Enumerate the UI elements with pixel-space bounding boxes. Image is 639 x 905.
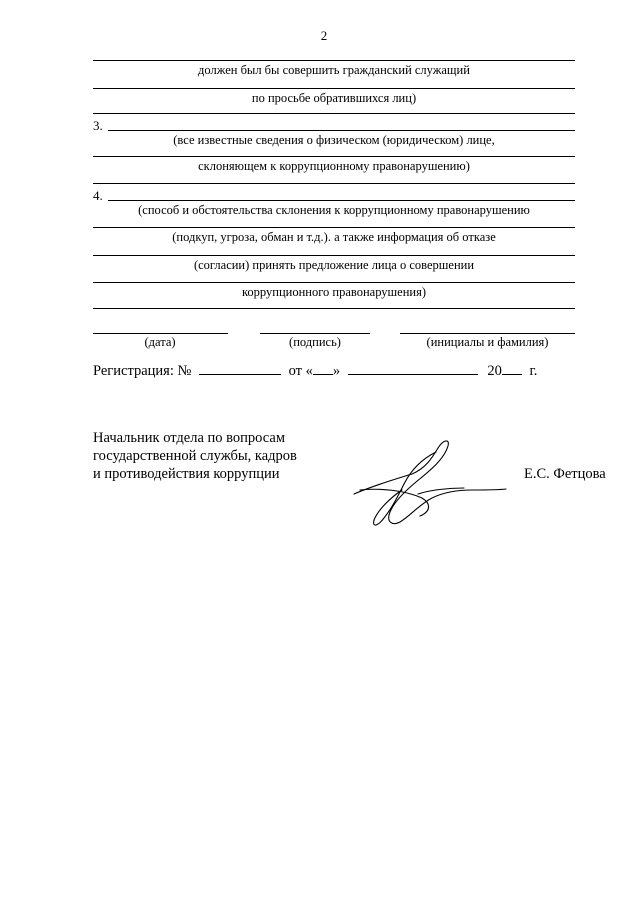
form-line [93,183,575,184]
handwritten-signature [340,432,520,537]
item-number-3: 3. [93,118,103,133]
initials-line [400,333,575,334]
registration-quote-close: » [332,363,341,379]
form-line [93,282,575,283]
registration-year-suffix: г. [529,363,538,379]
registration-month-blank [348,362,478,375]
caption-line-6: (подкуп, угроза, обман и т.д.). а также информация об отказе [172,230,496,244]
date-line [93,333,228,334]
initials-caption: (инициалы и фамилия) [426,335,549,349]
caption-line-1: должен был бы совершить гражданский служащий [198,63,470,77]
form-line [93,308,575,309]
caption-line-4: склоняющем к коррупционному правонарушению) [198,159,470,173]
form-line [93,227,575,228]
registration-year-blank [502,362,522,375]
signer-position-line-2: государственной службы, кадров [93,448,297,464]
caption-line-8: коррупционного правонарушения) [241,285,426,299]
date-caption: (дата) [144,335,176,349]
registration-from: от « [288,363,313,379]
item-number-4: 4. [93,188,103,203]
form-line [108,200,575,201]
caption-line-5: (способ и обстоятельства склонения к коррупционному правонарушению [138,203,530,217]
form-line [93,255,575,256]
signature-line [260,333,370,334]
caption-line-3: (все известные сведения о физическом (юридическом) лице, [173,133,495,147]
signer-position-line-1: Начальник отдела по вопросам [93,430,286,446]
caption-line-2: по просьбе обратившихся лиц) [251,91,417,105]
registration-row [93,362,537,380]
form-line [108,130,575,131]
form-line [93,156,575,157]
signer-position-line-3: и противодействия коррупции [93,466,280,482]
form-line [93,113,575,114]
registration-label: Регистрация: № [93,363,192,379]
page-number: 2 [320,28,328,43]
registration-day-blank [313,362,333,375]
signature-caption: (подпись) [289,335,341,349]
registration-number-blank [199,362,281,375]
form-line [93,60,575,61]
registration-year-prefix: 20 [487,363,502,379]
signer-name: Е.С. Фетцова [524,466,606,482]
caption-line-7: (согласии) принять предложение лица о совершении [193,258,475,272]
form-line [93,88,575,89]
